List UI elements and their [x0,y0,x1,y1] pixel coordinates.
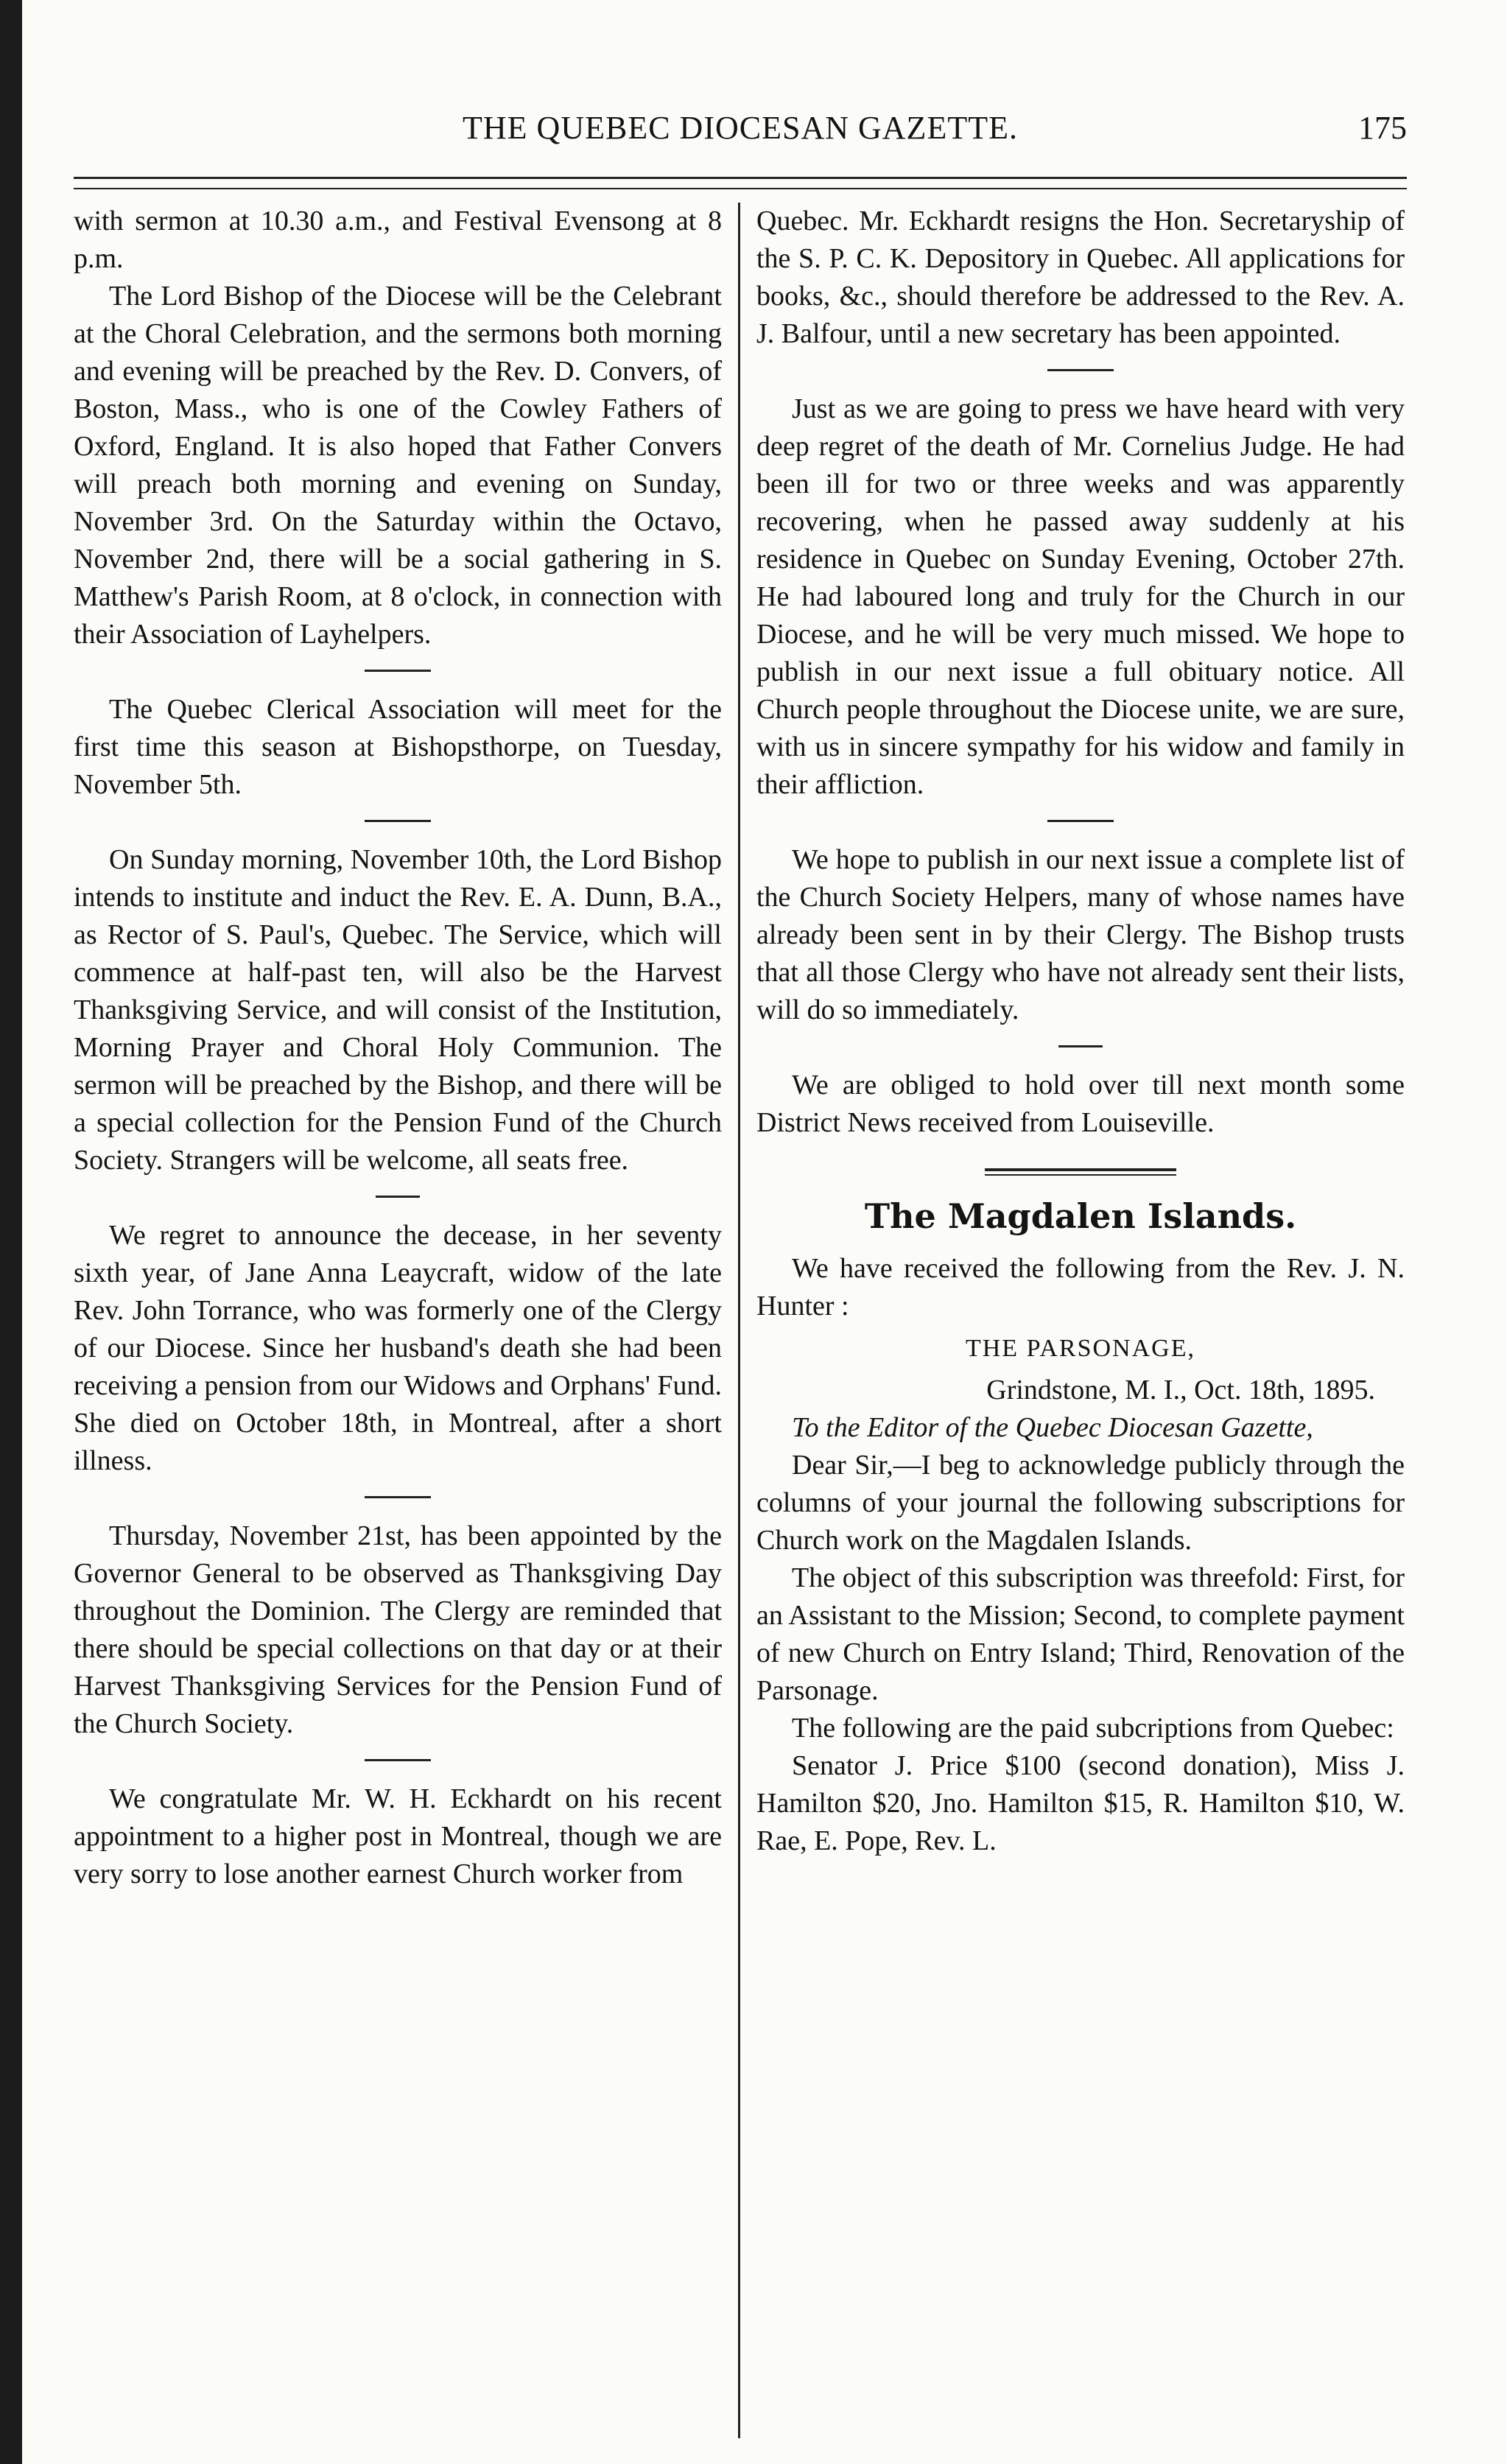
paragraph-festival-evensong: with sermon at 10.30 a.m., and Festival Evensong at 8 p.m. [74,206,722,274]
paragraph-letter-subscriptions: The following are the paid subcriptions from Quebec: [792,1713,1394,1744]
separator-rule [1058,1045,1103,1047]
separator-rule [365,1759,431,1761]
header-rule [74,177,1407,189]
text-columns [74,203,1407,2438]
paragraph-decease-leaycraft: We regret to announce the decease, in her seventy sixth year, of Jane Anna Leaycraft, widow of the late Rev. John Torrance, who was formerly one of the Clergy of our Diocese. Since her husband's death she had been receiving a pension from our Widows and Orphans' Fund. She died on October 18th, in Montreal, after a short illness. [74,1220,722,1476]
paragraph-eckhardt-resigns: Quebec. Mr. Eckhardt resigns the Hon. Secretaryship of the S. P. C. K. Depository in Quebec. All applications for books, &c., should therefore be addressed to the Rev. A. J. Balfour, until a new secretary has been appointed. [756,206,1405,349]
page-binding-edge [0,0,22,2464]
separator-rule [365,1496,431,1498]
page-number: 175 [1358,110,1407,146]
paragraph-eckhardt-congratulations: We congratulate Mr. W. H. Eckhardt on his recent appointment to a higher post in Montreal, though we are very sorry to lose another earnest Church worker from [74,1783,722,1889]
right-column [738,203,1405,2438]
gazette-page [74,103,1407,2438]
paragraph-district-news: We are obliged to hold over till next month some District News received from Louiseville. [756,1070,1405,1138]
separator-rule [1047,369,1114,371]
paragraph-letter-donors: Senator J. Price $100 (second donation), Miss J. Hamilton $20, Jno. Hamilton $15, R. Hamilton $10, W. Rae, E. Pope, Rev. L. [756,1750,1405,1856]
paragraph-choral-celebration: The Lord Bishop of the Diocese will be the Celebrant at the Choral Celebration, and the sermons both morning and evening will be preached by the Rev. D. Convers, of Boston, Mass., who is one of the Cowley Fathers of Oxford, England. It is also hoped that Father Convers will preach both morning and evening on Sunday, November 3rd. On the Saturday within the Octavo, November 2nd, there will be a social gathering in S. Matthew's Parish Room, at 8 o'clock, in connection with their Association of Layhelpers. [74,281,722,650]
separator-rule [376,1196,420,1198]
separator-rule [365,670,431,672]
letter-heading: THE PARSONAGE, [965,1335,1195,1362]
letter-date: Grindstone, M. I., Oct. 18th, 1895. [986,1375,1375,1405]
separator-rule [1047,820,1114,822]
paragraph-letter-acknowledge: Dear Sir,—I beg to acknowledge publicly through the columns of your journal the following subscriptions for Church work on the Magdalen Islands. [756,1450,1405,1556]
section-heading-magdalen-islands: The Magdalen Islands. [864,1196,1297,1236]
paragraph-letter-intro: We have received the following from the Rev. J. N. Hunter : [756,1253,1405,1321]
page-header [74,103,1407,162]
publication-title: THE QUEBEC DIOCESAN GAZETTE. [463,110,1018,146]
paragraph-institution-dunn: On Sunday morning, November 10th, the Lord Bishop intends to institute and induct the Rev. E. A. Dunn, B.A., as Rector of S. Paul's, Quebec. The Service, which will commence at half-past ten, will also be the Harvest Thanksgiving Service, and will consist of the Institution, Morning Prayer and Choral Holy Communion. The sermon will be preached by the Bishop, and there will be a special collection for the Pension Fund of the Church Society. Strangers will be welcome, all seats free. [74,844,722,1176]
paragraph-clerical-association: The Quebec Clerical Association will meet for the first time this season at Bishopsthorpe, on Tuesday, November 5th. [74,694,722,800]
paragraph-judge-death: Just as we are going to press we have heard with very deep regret of the death of Mr. Cornelius Judge. He had been ill for two or three weeks and was apparently recovering, when he passed away suddenly at his residence in Quebec on Sunday Evening, October 27th. He had laboured long and truly for the Church in our Diocese, and he will be very much missed. We hope to publish in our next issue a full obituary notice. All Church people throughout the Diocese unite, we are sure, with us in sincere sympathy for his widow and family in their affliction. [756,393,1405,800]
left-column [74,203,738,2438]
paragraph-society-helpers: We hope to publish in our next issue a complete list of the Church Society Helpers, many of whose names have already been sent in by their Clergy. The Bishop trusts that all those Clergy who have not already sent their lists, will do so immediately. [756,844,1405,1025]
paragraph-thanksgiving-day: Thursday, November 21st, has been appointed by the Governor General to be observed as Thanksgiving Day throughout the Dominion. The Clergy are reminded that there should be special collections on that day or at their Harvest Thanksgiving Services for the Pension Fund of the Church Society. [74,1520,722,1739]
separator-rule [365,820,431,822]
section-double-rule [985,1168,1176,1176]
paragraph-letter-object: The object of this subscription was threefold: First, for an Assistant to the Mission; Second, to complete payment of new Church on Entry Island; Third, Renovation of the Parsonage. [756,1562,1405,1706]
letter-addressee: To the Editor of the Quebec Diocesan Gazette, [792,1412,1313,1443]
